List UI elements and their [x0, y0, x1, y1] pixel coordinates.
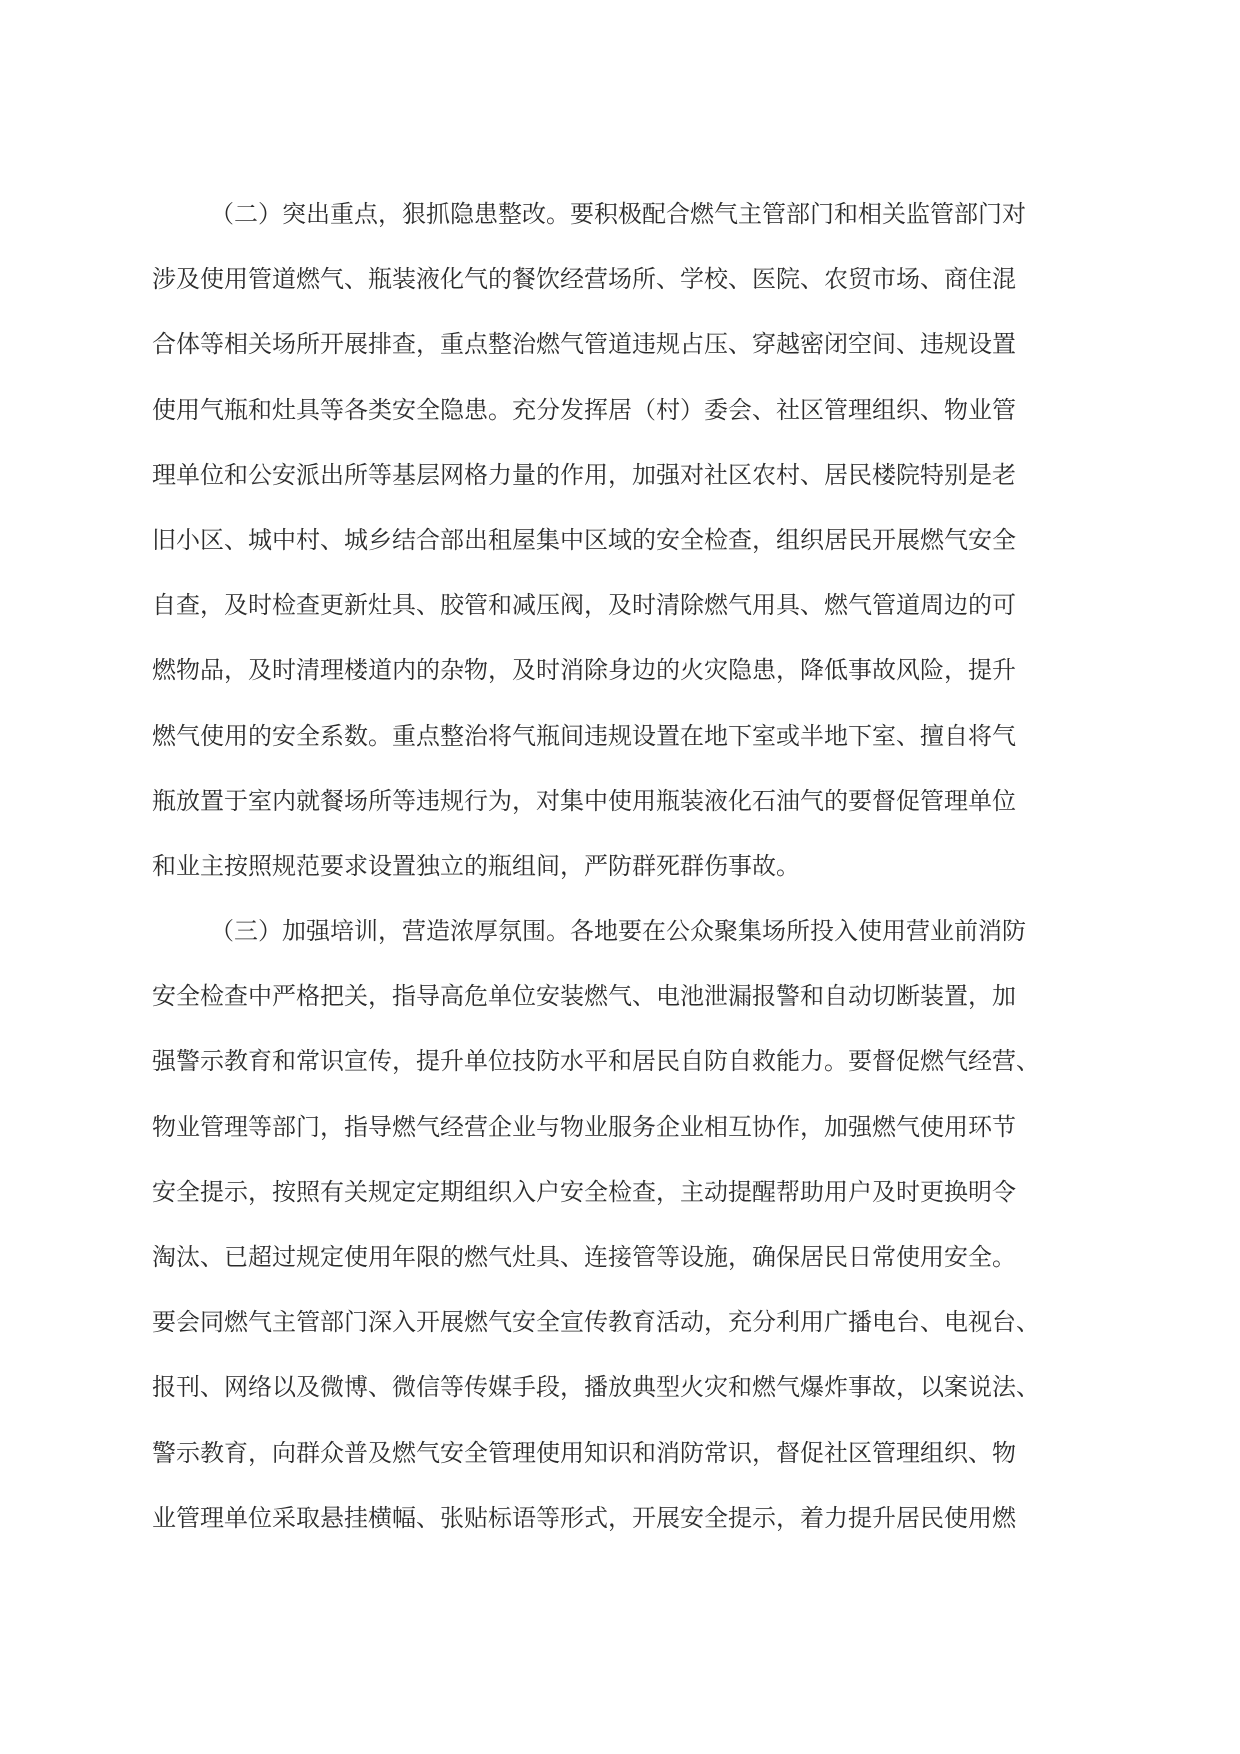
text-line: （二）突出重点，狠抓隐患整改。要积极配合燃气主管部门和相关监管部门对	[210, 200, 1026, 228]
text-line: 报刊、网络以及微博、微信等传媒手段，播放典型火灾和燃气爆炸事故，以案说法、	[152, 1373, 1040, 1402]
text-line: 旧小区、城中村、城乡结合部出租屋集中区域的安全检查，组织居民开展燃气安全	[152, 525, 1016, 554]
text-line: 淘汰、已超过规定使用年限的燃气灶具、连接管等设施，确保居民日常使用安全。	[152, 1243, 1016, 1271]
text-line: 理单位和公安派出所等基层网格力量的作用，加强对社区农村、居民楼院特别是老	[152, 460, 1016, 489]
text-line: 安全检查中严格把关，指导高危单位安装燃气、电池泄漏报警和自动切断装置，加	[152, 982, 1016, 1011]
text-line: 瓶放置于室内就餐场所等违规行为，对集中使用瓶装液化石油气的要督促管理单位	[152, 786, 1016, 815]
text-line: 安全提示，按照有关规定定期组织入户安全检查，主动提醒帮助用户及时更换明令	[152, 1177, 1016, 1206]
text-line: 合体等相关场所开展排查，重点整治燃气管道违规占压、穿越密闭空间、违规设置	[152, 330, 1016, 359]
text-line: 使用气瓶和灶具等各类安全隐患。充分发挥居（村）委会、社区管理组织、物业管	[152, 395, 1016, 424]
text-line: 涉及使用管道燃气、瓶装液化气的餐饮经营场所、学校、医院、农贸市场、商住混	[152, 265, 1016, 294]
text-line: 和业主按照规范要求设置独立的瓶组间，严防群死群伤事故。	[152, 851, 800, 880]
text-line: 警示教育，向群众普及燃气安全管理使用知识和消防常识，督促社区管理组织、物	[152, 1438, 1016, 1467]
text-line: 强警示教育和常识宣传，提升单位技防水平和居民自防自救能力。要督促燃气经营、	[152, 1047, 1040, 1076]
text-line: 业管理单位采取悬挂横幅、张贴标语等形式，开展安全提示，着力提升居民使用燃	[152, 1503, 1016, 1532]
text-line: 要会同燃气主管部门深入开展燃气安全宣传教育活动，充分利用广播电台、电视台、	[152, 1308, 1040, 1337]
text-line: 燃气使用的安全系数。重点整治将气瓶间违规设置在地下室或半地下室、擅自将气	[152, 721, 1016, 750]
text-line: 自查，及时检查更新灶具、胶管和减压阀，及时清除燃气用具、燃气管道周边的可	[152, 591, 1016, 620]
text-line: 物业管理等部门，指导燃气经营企业与物业服务企业相互协作，加强燃气使用环节	[152, 1112, 1016, 1141]
text-line: （三）加强培训，营造浓厚氛围。各地要在公众聚集场所投入使用营业前消防	[210, 917, 1026, 946]
paragraph-training-and-publicity	[152, 899, 1070, 1551]
paragraph-hidden-danger-rectification	[152, 182, 1070, 899]
text-line: 燃物品，及时清理楼道内的杂物，及时消除身边的火灾隐患，降低事故风险，提升	[152, 656, 1016, 685]
document-body	[152, 182, 1070, 1551]
